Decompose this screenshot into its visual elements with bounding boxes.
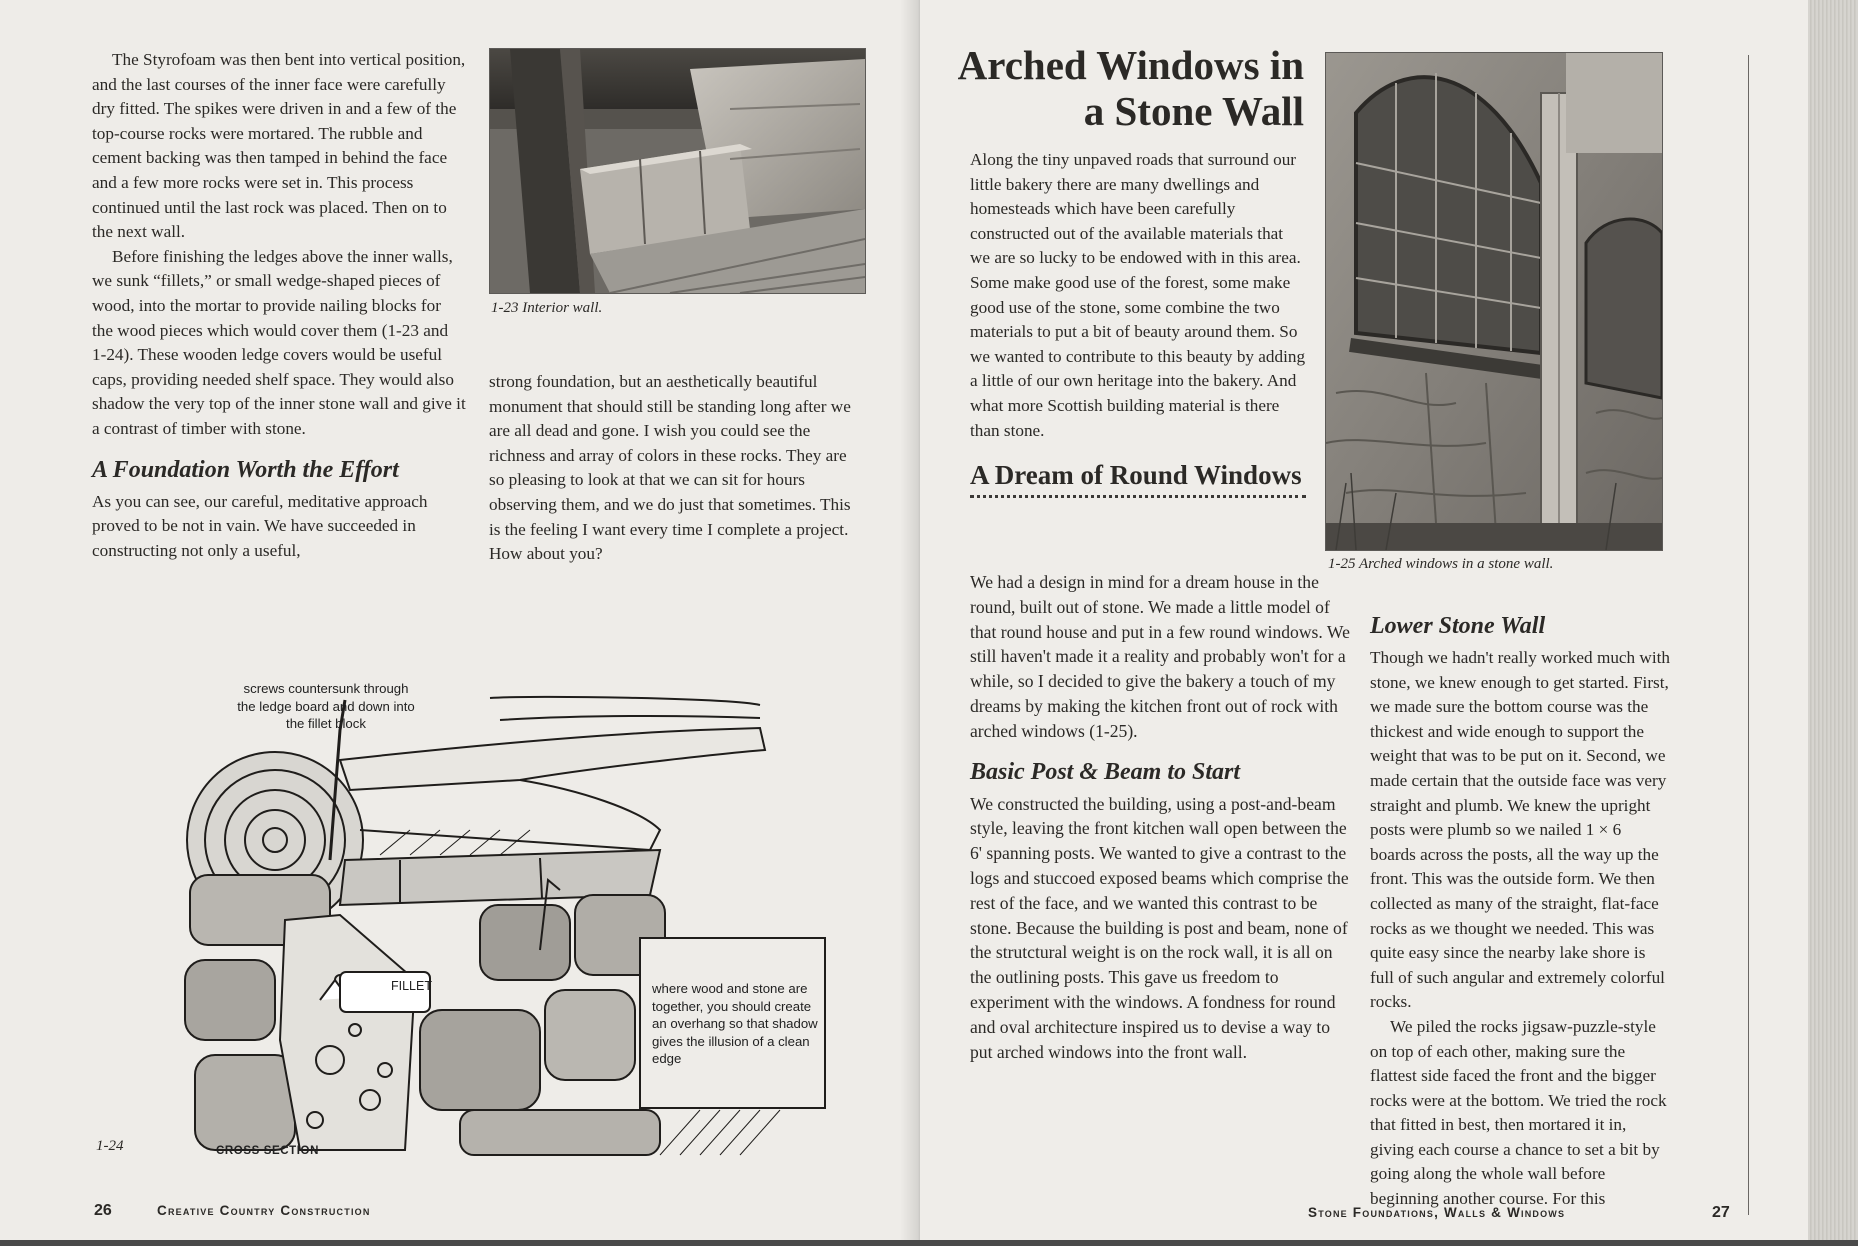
- figure-number-1-24: 1-24: [96, 1138, 124, 1154]
- right-column-2: [1370, 612, 1670, 1212]
- left-running-title: Creative Country Construction: [157, 1203, 371, 1218]
- left-column-2: [489, 370, 864, 567]
- diagram-cross-section: [180, 680, 880, 1170]
- caption-1-25: 1-25 Arched windows in a stone wall.: [1328, 556, 1554, 572]
- subhead-foundation-worth-effort: A Foundation Worth the Effort: [92, 456, 399, 483]
- chapter-title-line-2: a Stone Wall: [1083, 88, 1304, 134]
- arched-windows-image: [1326, 53, 1662, 550]
- right-column-1: [970, 148, 1306, 510]
- right-column-1b: [970, 570, 1350, 1064]
- paragraph-unpaved-roads: Along the tiny unpaved roads that surround our little bakery there are many dwellings and homesteads which have been carefully constructed out of the available materials that we are so lucky to be endowed with in this area. Some make good use of the forest, some make good use of the stone, some combine the two materials to put a bit of beauty around them. So we wanted to contribute to this beauty by adding a little of our own heritage into the bakery. And what more Scottish building material is there than stone.: [970, 150, 1306, 440]
- chapter-title-line-1: Arched Windows in: [957, 42, 1304, 88]
- cross-section-drawing: [180, 680, 880, 1170]
- subhead-post-beam: Basic Post & Beam to Start: [970, 758, 1241, 785]
- paragraph-jigsaw: We piled the rocks jigsaw-puzzle-style on top of each other, making sure the flattest side faced the front and the bigger rocks were at the bottom. We tried the rock that fitted in best, then mortared it in, giving each course a chance to set a bit by going along the whole wall before beginning another course. For this: [1370, 1016, 1667, 1209]
- chapter-title: [920, 42, 1304, 134]
- section-head-dream-round-windows: A Dream of Round Windows: [970, 460, 1302, 491]
- left-page: [0, 0, 920, 1240]
- paragraph-fillets: Before finishing the ledges above the inner walls, we sunk “fillets,” or small wedge-shaped pieces of wood, into the mortar to provide nailing blocks for the wood pieces which would cover them (1-23 and 1-24). These wooden ledge covers would be useful caps, providing needed shelf space. They would also shadow the very top of the inner stone wall and give it a contrast of timber with stone.: [92, 246, 466, 438]
- paragraph-careful-approach: As you can see, our careful, meditative approach proved to be not in vain. We have succeeded in constructing not only a useful,: [92, 491, 428, 560]
- left-column-1: [92, 48, 466, 563]
- section-divider: [970, 495, 1306, 498]
- label-overhang-note: where wood and stone are together, you should create an overhang so that shadow gives the illusion of a clean edge: [652, 981, 818, 1067]
- photo-arched-windows: [1325, 52, 1663, 551]
- interior-wall-image: [490, 49, 865, 293]
- label-screws-countersunk: screws countersunk through the ledge board and down into the fillet block: [237, 681, 415, 732]
- right-page: [920, 0, 1818, 1240]
- left-page-number: 26: [94, 1202, 112, 1219]
- label-cross-section: CROSS SECTION: [216, 1145, 320, 1157]
- paragraph-post-beam: We constructed the building, using a post-and-beam style, leaving the front kitchen wall open between the 6' spanning posts. We wanted to give a contrast to the logs and stuccoed exposed beams which comprise the rest of the face, and we wanted this contrast to be stone. Because the building is post and beam, none of the strutctural weight is on the rock wall, it is all on the outlining posts. This gave us freedom to experiment with the windows. A fondness for round and oval architecture inspired us to devise a way to put arched windows into the front wall.: [970, 793, 1349, 1062]
- subhead-lower-stone-wall: Lower Stone Wall: [1370, 613, 1546, 639]
- page-edges: [1808, 0, 1858, 1240]
- label-fillet: FILLET: [391, 979, 432, 993]
- right-margin-rule: [1748, 55, 1749, 1215]
- right-running-title: Stone Foundations, Walls & Windows: [1308, 1205, 1566, 1220]
- caption-1-23: 1-23 Interior wall.: [491, 300, 603, 316]
- right-page-number: 27: [1712, 1204, 1730, 1221]
- photo-interior-wall: [489, 48, 866, 294]
- paragraph-styrofoam: The Styrofoam was then bent into vertical position, and the last courses of the inner face were carefully dry fitted. The spikes were driven in and a few of the top-course rocks were mortared. The rubble and cement backing was then tamped in behind the face and a few more rocks were set in. This process continued until the last rock was placed. Then on to the next wall.: [92, 50, 466, 242]
- paragraph-strong-foundation: strong foundation, but an aesthetically beautiful monument that should still be standing long after we are all dead and gone. I wish you could see the richness and array of colors in these rocks. They are so pleasing to look at that we can sit for hours observing them, and we do just that sometimes. This is the feeling I want every time I complete a project. How about you?: [489, 372, 851, 564]
- paragraph-lower-wall: Though we hadn't really worked much with stone, we knew enough to get started. First, we made sure the bottom course was the thickest and wide enough to support the weight that was to be put on it. Second, we made certain that the outside face was very straight and plumb. We knew the upright posts were plumb so we nailed 1 × 6 boards across the posts, all the way up the front. This was the outside form. We then collected as many of the straight, flat-face rocks as we thought we needed. This was quite easy since the nearby lake shore is full of such angular and extremely colorful rocks.: [1370, 648, 1670, 1012]
- paragraph-dream-house: We had a design in mind for a dream house in the round, built out of stone. We made a little model of that round house and put in a few round windows. We still haven't made it a reality and probably won't for a while, so I decided to give the bakery a touch of my dreams by making the kitchen front out of rock with arched windows (1-25).: [970, 572, 1350, 741]
